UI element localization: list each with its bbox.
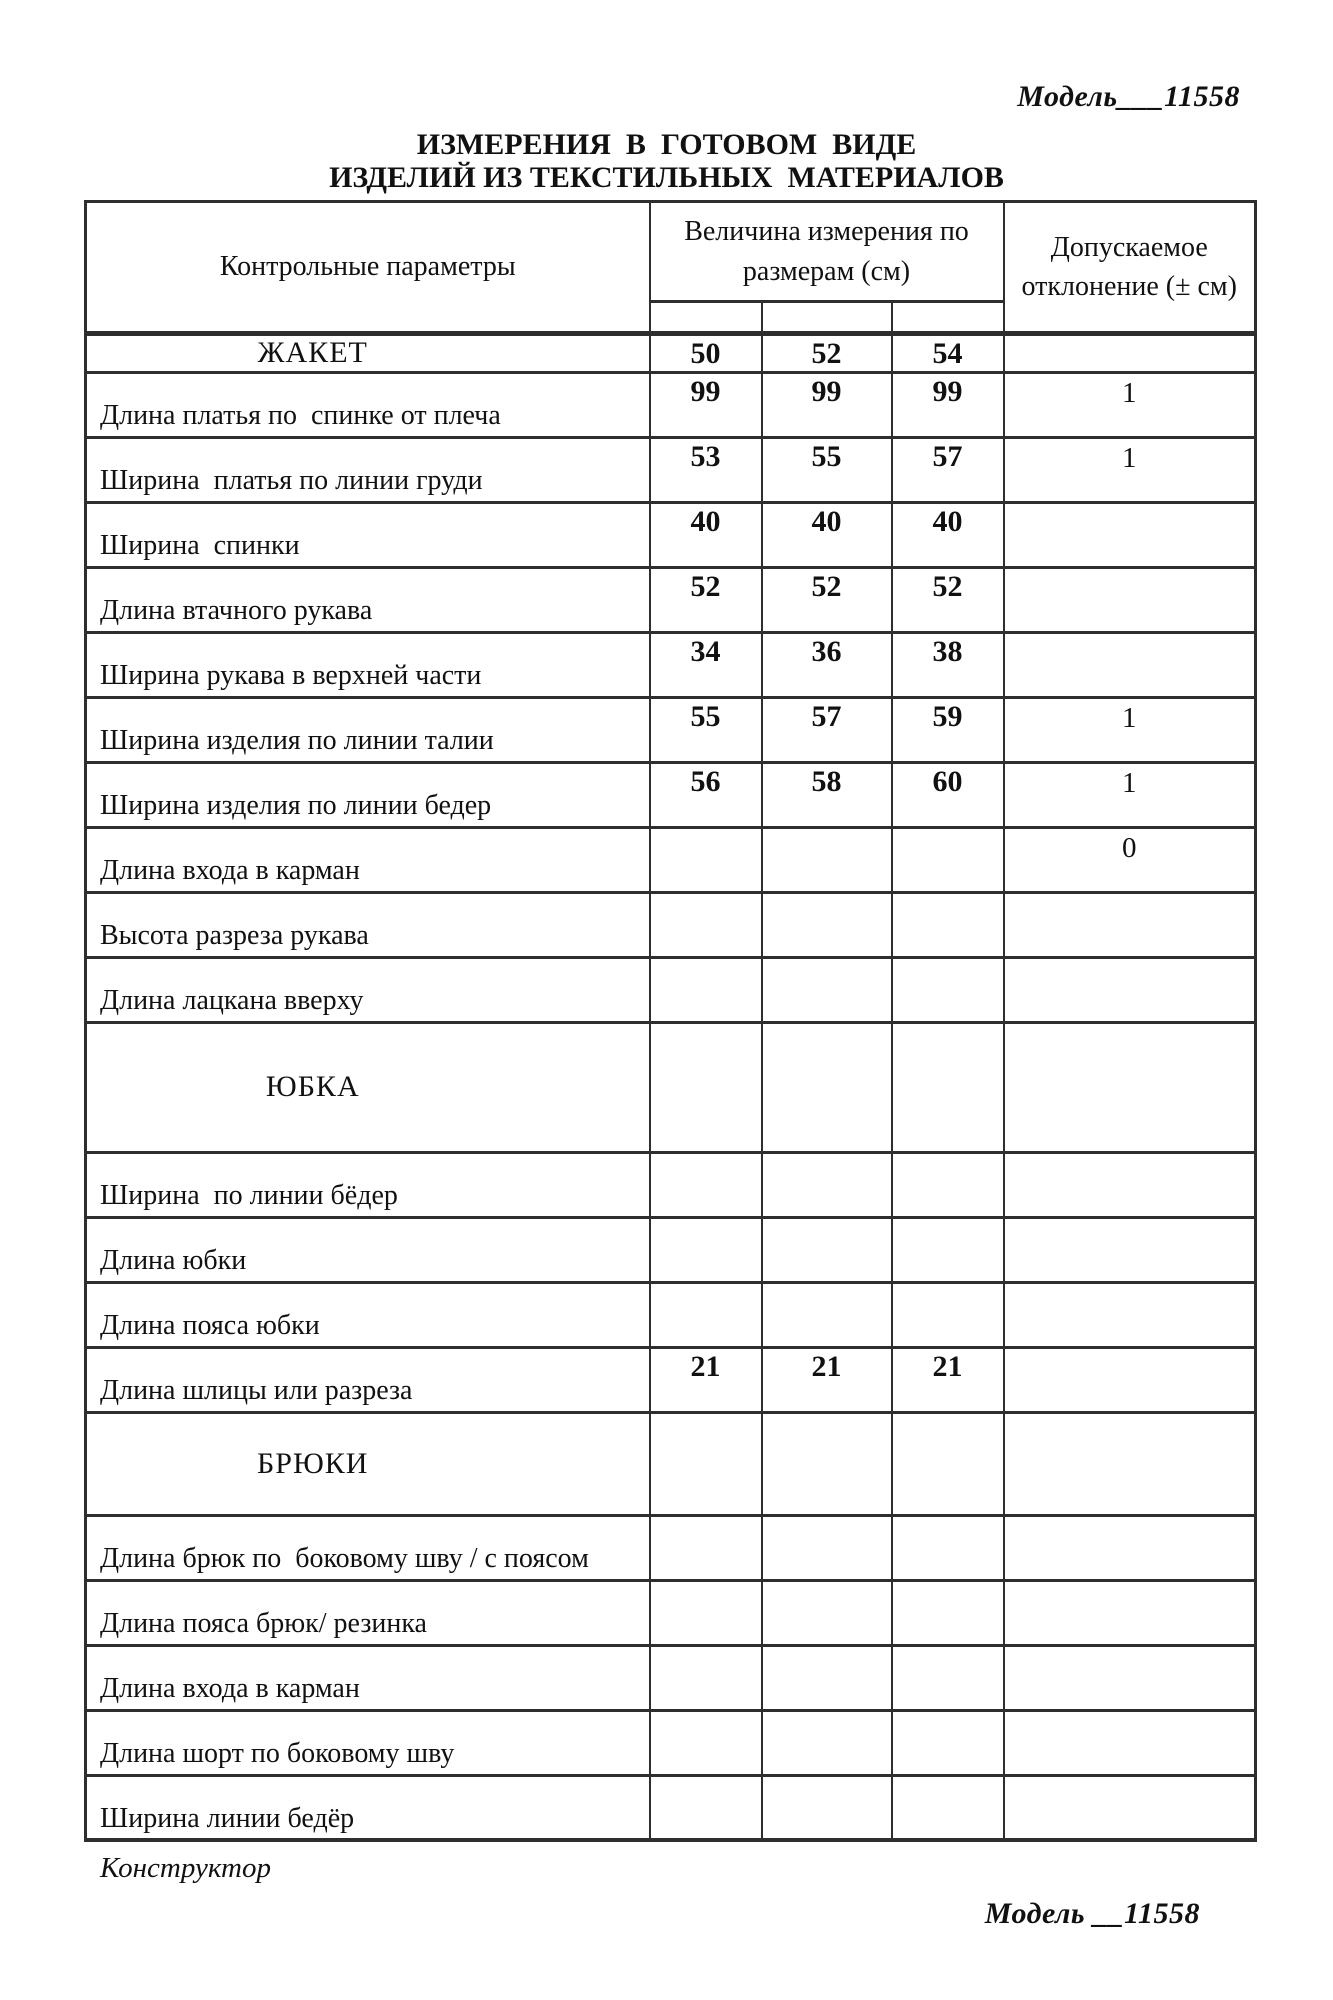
size-value xyxy=(892,1152,1004,1217)
document-title-line2: ИЗДЕЛИЙ ИЗ ТЕКСТИЛЬНЫХ МАТЕРИАЛОВ xyxy=(329,161,1004,194)
size-value xyxy=(650,1022,762,1152)
table-row xyxy=(86,567,1256,632)
tolerance-value xyxy=(1004,1710,1256,1775)
size-value xyxy=(762,957,892,1022)
param-label: Длина пояса брюк/ резинка xyxy=(86,1580,650,1645)
size-value: 52 xyxy=(892,567,1004,632)
param-label: Длина брюк по боковому шву / с поясом xyxy=(86,1515,650,1580)
size-value: 40 xyxy=(762,502,892,567)
column-header-parameters: Контрольные параметры xyxy=(86,202,650,334)
tolerance-value: 1 xyxy=(1004,697,1256,762)
table-row xyxy=(86,1710,1256,1775)
tolerance-value xyxy=(1004,502,1256,567)
size-value xyxy=(650,1775,762,1840)
table-row xyxy=(86,1347,1256,1412)
param-label: Длина лацкана вверху xyxy=(86,957,650,1022)
size-value xyxy=(762,1645,892,1710)
section-label: БРЮКИ xyxy=(86,1412,650,1515)
table-row xyxy=(86,762,1256,827)
size-value: 21 xyxy=(892,1347,1004,1412)
size-value: 50 xyxy=(650,334,762,373)
tolerance-value xyxy=(1004,957,1256,1022)
tolerance-value xyxy=(1004,1580,1256,1645)
size-value: 40 xyxy=(892,502,1004,567)
table-row xyxy=(86,892,1256,957)
size-value: 21 xyxy=(762,1347,892,1412)
model-number-top: Модель___11558 xyxy=(1017,80,1240,113)
tolerance-value xyxy=(1004,1217,1256,1282)
param-label: Длина входа в карман xyxy=(86,1645,650,1710)
header-row xyxy=(86,202,1256,302)
size-value xyxy=(650,1217,762,1282)
tolerance-value: 1 xyxy=(1004,437,1256,502)
size-value: 59 xyxy=(892,697,1004,762)
tolerance-value: 0 xyxy=(1004,827,1256,892)
size-value xyxy=(650,892,762,957)
table-row xyxy=(86,632,1256,697)
tolerance-value xyxy=(1004,1347,1256,1412)
size-value xyxy=(650,1282,762,1347)
param-label: Ширина изделия по линии бедер xyxy=(86,762,650,827)
size-value xyxy=(762,827,892,892)
section-row-trousers xyxy=(86,1412,1256,1515)
section-row-jacket xyxy=(86,334,1256,373)
size-value xyxy=(892,1217,1004,1282)
param-label: Ширина рукава в верхней части xyxy=(86,632,650,697)
size-value xyxy=(650,1580,762,1645)
size-value xyxy=(762,1775,892,1840)
size-value: 99 xyxy=(762,372,892,437)
size-value xyxy=(762,892,892,957)
size-value xyxy=(892,892,1004,957)
size-value xyxy=(892,1645,1004,1710)
size-value xyxy=(762,1282,892,1347)
table-row xyxy=(86,1580,1256,1645)
size-value xyxy=(892,1515,1004,1580)
measurements-table xyxy=(84,200,1257,1842)
size-value xyxy=(892,1282,1004,1347)
size-value xyxy=(650,1645,762,1710)
param-label: Длина втачного рукава xyxy=(86,567,650,632)
size-value xyxy=(892,957,1004,1022)
table-row xyxy=(86,372,1256,437)
section-row-skirt xyxy=(86,1022,1256,1152)
size-value: 38 xyxy=(892,632,1004,697)
size-subcolumn-cell xyxy=(650,302,762,334)
size-value: 54 xyxy=(892,334,1004,373)
size-value xyxy=(650,1710,762,1775)
table-row xyxy=(86,1775,1256,1840)
column-header-values: Величина измерения по размерам (см) xyxy=(650,202,1004,302)
size-subcolumn-cell xyxy=(762,302,892,334)
size-value: 21 xyxy=(650,1347,762,1412)
size-value xyxy=(650,827,762,892)
size-value xyxy=(650,957,762,1022)
tolerance-value xyxy=(1004,1282,1256,1347)
size-value: 60 xyxy=(892,762,1004,827)
constructor-label: Конструктор xyxy=(100,1852,271,1885)
model-number-bottom: Модель __11558 xyxy=(984,1897,1200,1931)
param-label: Высота разреза рукава xyxy=(86,892,650,957)
table-row xyxy=(86,827,1256,892)
table-row xyxy=(86,1217,1256,1282)
size-value xyxy=(892,1022,1004,1152)
size-value xyxy=(650,1412,762,1515)
document-title-line1: ИЗМЕРЕНИЯ В ГОТОВОМ ВИДЕ xyxy=(416,128,917,161)
table-row xyxy=(86,957,1256,1022)
size-value xyxy=(762,1022,892,1152)
table-row xyxy=(86,502,1256,567)
size-value xyxy=(762,1515,892,1580)
tolerance-value xyxy=(1004,1152,1256,1217)
size-value xyxy=(892,1710,1004,1775)
size-value: 55 xyxy=(762,437,892,502)
section-label: ЖАКЕТ xyxy=(86,334,650,373)
size-value xyxy=(650,1152,762,1217)
param-label: Длина входа в карман xyxy=(86,827,650,892)
param-label: Ширина по линии бёдер xyxy=(86,1152,650,1217)
tolerance-value xyxy=(1004,1775,1256,1840)
size-value: 34 xyxy=(650,632,762,697)
param-label: Длина пояса юбки xyxy=(86,1282,650,1347)
table-row xyxy=(86,697,1256,762)
size-value xyxy=(892,827,1004,892)
size-value xyxy=(762,1710,892,1775)
param-label: Ширина платья по линии груди xyxy=(86,437,650,502)
size-value xyxy=(762,1412,892,1515)
column-header-tolerance: Допускаемое отклонение (± см) xyxy=(1004,202,1256,334)
size-value: 36 xyxy=(762,632,892,697)
size-value: 56 xyxy=(650,762,762,827)
size-value: 99 xyxy=(892,372,1004,437)
size-value xyxy=(762,1217,892,1282)
tolerance-value xyxy=(1004,567,1256,632)
tolerance-value: 1 xyxy=(1004,372,1256,437)
size-value: 52 xyxy=(762,567,892,632)
table-row xyxy=(86,437,1256,502)
size-value xyxy=(892,1580,1004,1645)
table-row xyxy=(86,1152,1256,1217)
size-value: 58 xyxy=(762,762,892,827)
param-label: Длина шлицы или разреза xyxy=(86,1347,650,1412)
tolerance-value xyxy=(1004,1515,1256,1580)
size-value: 57 xyxy=(892,437,1004,502)
tolerance-value: 1 xyxy=(1004,762,1256,827)
size-subcolumn-cell xyxy=(892,302,1004,334)
table-row xyxy=(86,1282,1256,1347)
tolerance-value xyxy=(1004,1022,1256,1152)
size-value xyxy=(762,1152,892,1217)
size-value xyxy=(892,1775,1004,1840)
size-value: 40 xyxy=(650,502,762,567)
size-value: 57 xyxy=(762,697,892,762)
tolerance-value xyxy=(1004,632,1256,697)
size-value xyxy=(762,1580,892,1645)
size-value: 55 xyxy=(650,697,762,762)
param-label: Ширина линии бедёр xyxy=(86,1775,650,1840)
param-label: Длина шорт по боковому шву xyxy=(86,1710,650,1775)
table-row xyxy=(86,1645,1256,1710)
size-value xyxy=(650,1515,762,1580)
section-label: ЮБКА xyxy=(86,1022,650,1152)
size-value: 99 xyxy=(650,372,762,437)
size-value xyxy=(892,1412,1004,1515)
table-row xyxy=(86,1515,1256,1580)
tolerance-value xyxy=(1004,1412,1256,1515)
param-label: Длина платья по спинке от плеча xyxy=(86,372,650,437)
param-label: Длина юбки xyxy=(86,1217,650,1282)
size-value: 52 xyxy=(762,334,892,373)
param-label: Ширина изделия по линии талии xyxy=(86,697,650,762)
size-value: 53 xyxy=(650,437,762,502)
param-label: Ширина спинки xyxy=(86,502,650,567)
tolerance-value xyxy=(1004,334,1256,373)
size-value: 52 xyxy=(650,567,762,632)
tolerance-value xyxy=(1004,1645,1256,1710)
tolerance-value xyxy=(1004,892,1256,957)
